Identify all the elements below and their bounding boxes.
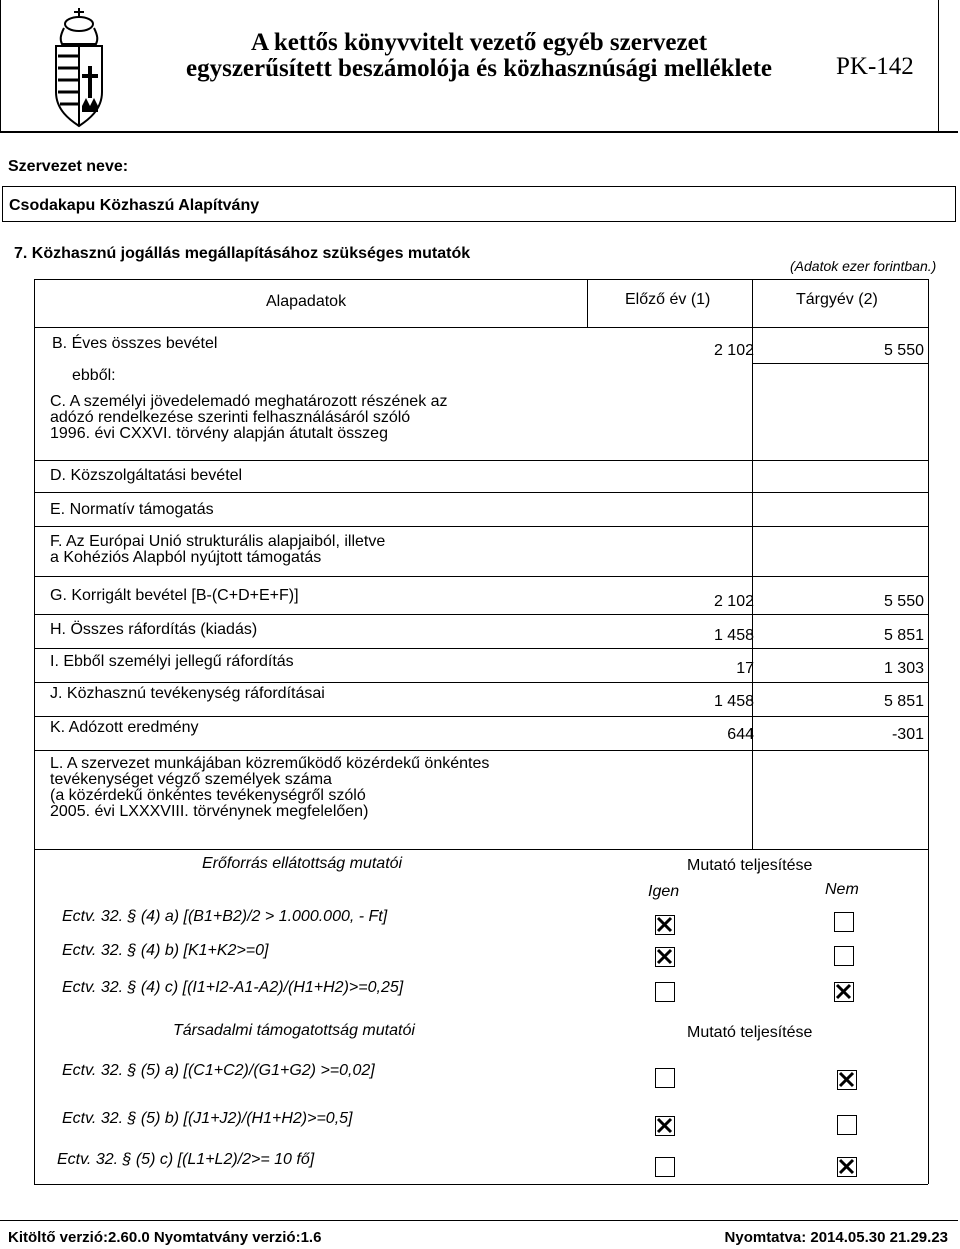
org-name-field[interactable] (2, 186, 956, 222)
resource-c-no-checkbox[interactable] (834, 982, 854, 1002)
table-line (34, 576, 928, 577)
x-mark-icon (656, 916, 673, 933)
resource-indicator-c: Ectv. 32. § (4) c) [(I1+I2-A1-A2)/(H1+H2)>=0,25] (62, 979, 404, 996)
no-column-header: Nem (825, 881, 859, 898)
social-a-yes-checkbox[interactable] (655, 1068, 675, 1088)
social-indicator-a: Ectv. 32. § (5) a) [(C1+C2)/(G1+G2) >=0,02] (62, 1062, 375, 1079)
row-l-label: L. A szervezet munkájában közreműködő közérdekű önkéntes tevékenységet végző személyek száma (a közérdekű önkéntes tevékenységről szóló 2005. évi LXXXVIII. törvénynek megfelelően) (50, 755, 490, 820)
row-j-curr[interactable]: 5 851 (883, 693, 924, 710)
row-j-prev[interactable]: 1 458 (713, 693, 754, 710)
table-line (34, 849, 928, 850)
social-indicator-b: Ectv. 32. § (5) b) [(J1+J2)/(H1+H2)>=0,5] (62, 1110, 353, 1127)
row-k-prev[interactable]: 644 (727, 726, 754, 743)
row-b-curr[interactable]: 5 550 (883, 342, 924, 359)
org-name-label: Szervezet neve: (8, 158, 129, 175)
form-title-line2: egyszerűsített beszámolója és közhasznúsági melléklete (186, 55, 772, 82)
row-b-label: B. Éves összes bevétel (52, 335, 218, 352)
resource-b-no-checkbox[interactable] (834, 946, 854, 966)
table-line (34, 279, 928, 280)
row-i-curr[interactable]: 1 303 (883, 660, 924, 677)
row-e-label: E. Normatív támogatás (50, 501, 214, 518)
row-i-prev[interactable]: 17 (736, 660, 754, 677)
social-b-yes-checkbox[interactable] (655, 1116, 675, 1136)
table-line (34, 614, 928, 615)
table-line (34, 682, 928, 683)
social-b-no-checkbox[interactable] (837, 1115, 857, 1135)
row-d-label: D. Közszolgáltatási bevétel (50, 467, 243, 484)
table-line (587, 279, 588, 327)
social-c-no-checkbox[interactable] (837, 1157, 857, 1177)
coat-of-arms-icon (48, 6, 110, 130)
footer-line (0, 1220, 958, 1221)
social-indicator-c: Ectv. 32. § (5) c) [(L1+L2)/2>= 10 fő] (57, 1151, 315, 1168)
table-line (34, 750, 928, 751)
row-b-prev[interactable]: 2 102 (713, 342, 754, 359)
resources-title: Erőforrás ellátottság mutatói (202, 855, 403, 872)
indicator-frame-left (34, 849, 35, 1184)
row-j-label: J. Közhasznú tevékenység ráfordításai (50, 685, 325, 702)
row-f-label: F. Az Európai Unió strukturális alapjaiból, illetve a Kohéziós Alapból nyújtott támogatás (50, 533, 386, 566)
org-name-value: Csodakapu Közhaszú Alapítvány (9, 197, 260, 214)
x-mark-icon (835, 983, 852, 1000)
row-h-label: H. Összes ráfordítás (kiadás) (50, 621, 258, 638)
header-divider-right (938, 0, 939, 132)
table-line (752, 279, 753, 849)
x-mark-icon (838, 1158, 855, 1175)
row-g-prev[interactable]: 2 102 (713, 593, 754, 610)
row-i-label: I. Ebből személyi jellegű ráfordítás (50, 653, 294, 670)
table-line (34, 648, 928, 649)
resources-result-title: Mutató teljesítése (687, 857, 813, 874)
row-g-label: G. Korrigált bevétel [B-(C+D+E+F)] (50, 587, 299, 604)
form-title (118, 30, 840, 82)
row-h-curr[interactable]: 5 851 (883, 627, 924, 644)
footer-printed: Nyomtatva: 2014.05.30 21.29.23 (724, 1229, 948, 1246)
footer-version: Kitöltő verzió:2.60.0 Nyomtatvány verzió:1.6 (8, 1229, 322, 1246)
resource-a-no-checkbox[interactable] (834, 912, 854, 932)
row-k-label: K. Adózott eredmény (50, 719, 199, 736)
form-code: PK-142 (836, 53, 914, 80)
yes-column-header: Igen (648, 883, 680, 900)
table-line (752, 363, 928, 364)
social-c-yes-checkbox[interactable] (655, 1157, 675, 1177)
x-mark-icon (656, 1117, 673, 1134)
social-a-no-checkbox[interactable] (837, 1070, 857, 1090)
table-line (928, 279, 929, 849)
resource-indicator-b: Ectv. 32. § (4) b) [K1+K2>=0] (62, 942, 269, 959)
table-line (34, 460, 928, 461)
row-of-which-label: ebből: (72, 367, 116, 384)
x-mark-icon (656, 948, 673, 965)
resource-c-yes-checkbox[interactable] (655, 982, 675, 1002)
unit-note: (Adatok ezer forintban.) (790, 258, 937, 274)
indicator-frame-bottom (34, 1184, 928, 1185)
indicator-frame-right (928, 849, 929, 1184)
row-c-label: C. A személyi jövedelemadó meghatározott részének az adózó rendelkezése szerinti felhasználásáról szóló 1996. évi CXXVI. törvény alapján átutalt összeg (50, 393, 448, 442)
table-line (34, 716, 928, 717)
resource-indicator-a: Ectv. 32. § (4) a) [(B1+B2)/2 > 1.000.000, - Ft] (62, 908, 388, 925)
x-mark-icon (838, 1071, 855, 1088)
section-title: 7. Közhasznú jogállás megállapításához szükséges mutatók (14, 245, 471, 262)
resource-a-yes-checkbox[interactable] (655, 915, 675, 935)
social-result-title: Mutató teljesítése (687, 1024, 813, 1041)
col-header-curr: Tárgyév (2) (796, 291, 878, 308)
resource-b-yes-checkbox[interactable] (655, 947, 675, 967)
table-line (34, 492, 928, 493)
row-h-prev[interactable]: 1 458 (713, 627, 754, 644)
table-line (34, 526, 928, 527)
col-header-basic: Alapadatok (266, 293, 347, 310)
col-header-prev: Előző év (1) (625, 291, 711, 308)
table-line (34, 327, 928, 328)
row-g-curr[interactable]: 5 550 (883, 593, 924, 610)
header-bottom-line (0, 131, 958, 133)
header-divider-left (0, 0, 1, 132)
social-title: Társadalmi támogatottság mutatói (173, 1022, 415, 1039)
row-k-curr[interactable]: -301 (891, 726, 924, 743)
form-title-line1: A kettős könyvvitelt vezető egyéb szervezet (250, 29, 708, 56)
table-line (34, 279, 35, 849)
